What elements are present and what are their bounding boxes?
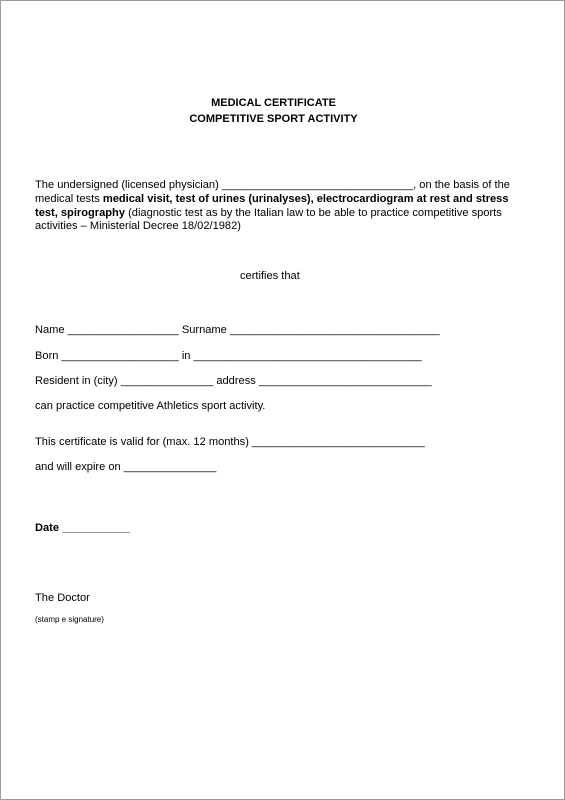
- resident-line: Resident in (city) _______________ address ____________________________: [35, 375, 432, 387]
- date-line: Date ___________: [35, 522, 130, 534]
- certifies-that: certifies that: [240, 270, 300, 282]
- intro-text-part2: (diagnostic test as by the Italian law to be able to practice competitive sports activities – Ministerial Decree 18/02/1982): [35, 206, 502, 233]
- intro-tests-bold: medical visit, test of urines (urinalyses), electrocardiogram at rest and stress test, spirography: [35, 192, 509, 219]
- name-surname-line: Name __________________ Surname __________________________________: [35, 324, 440, 336]
- doctor-label: The Doctor: [35, 592, 90, 604]
- document-title: MEDICAL CERTIFICATE: [211, 97, 336, 109]
- practice-statement: can practice competitive Athletics sport activity.: [35, 400, 266, 412]
- intro-text-part1: The undersigned (licensed physician) _______________________________, on the basis of the medical tests: [35, 179, 510, 205]
- intro-paragraph: [35, 179, 527, 234]
- document-subtitle: COMPETITIVE SPORT ACTIVITY: [189, 113, 358, 125]
- born-line: Born ___________________ in _____________________________________: [35, 350, 422, 362]
- stamp-signature-note: (stamp e signature): [35, 615, 104, 624]
- expiry-line: and will expire on _______________: [35, 461, 217, 473]
- validity-line: This certificate is valid for (max. 12 months) ____________________________: [35, 436, 425, 448]
